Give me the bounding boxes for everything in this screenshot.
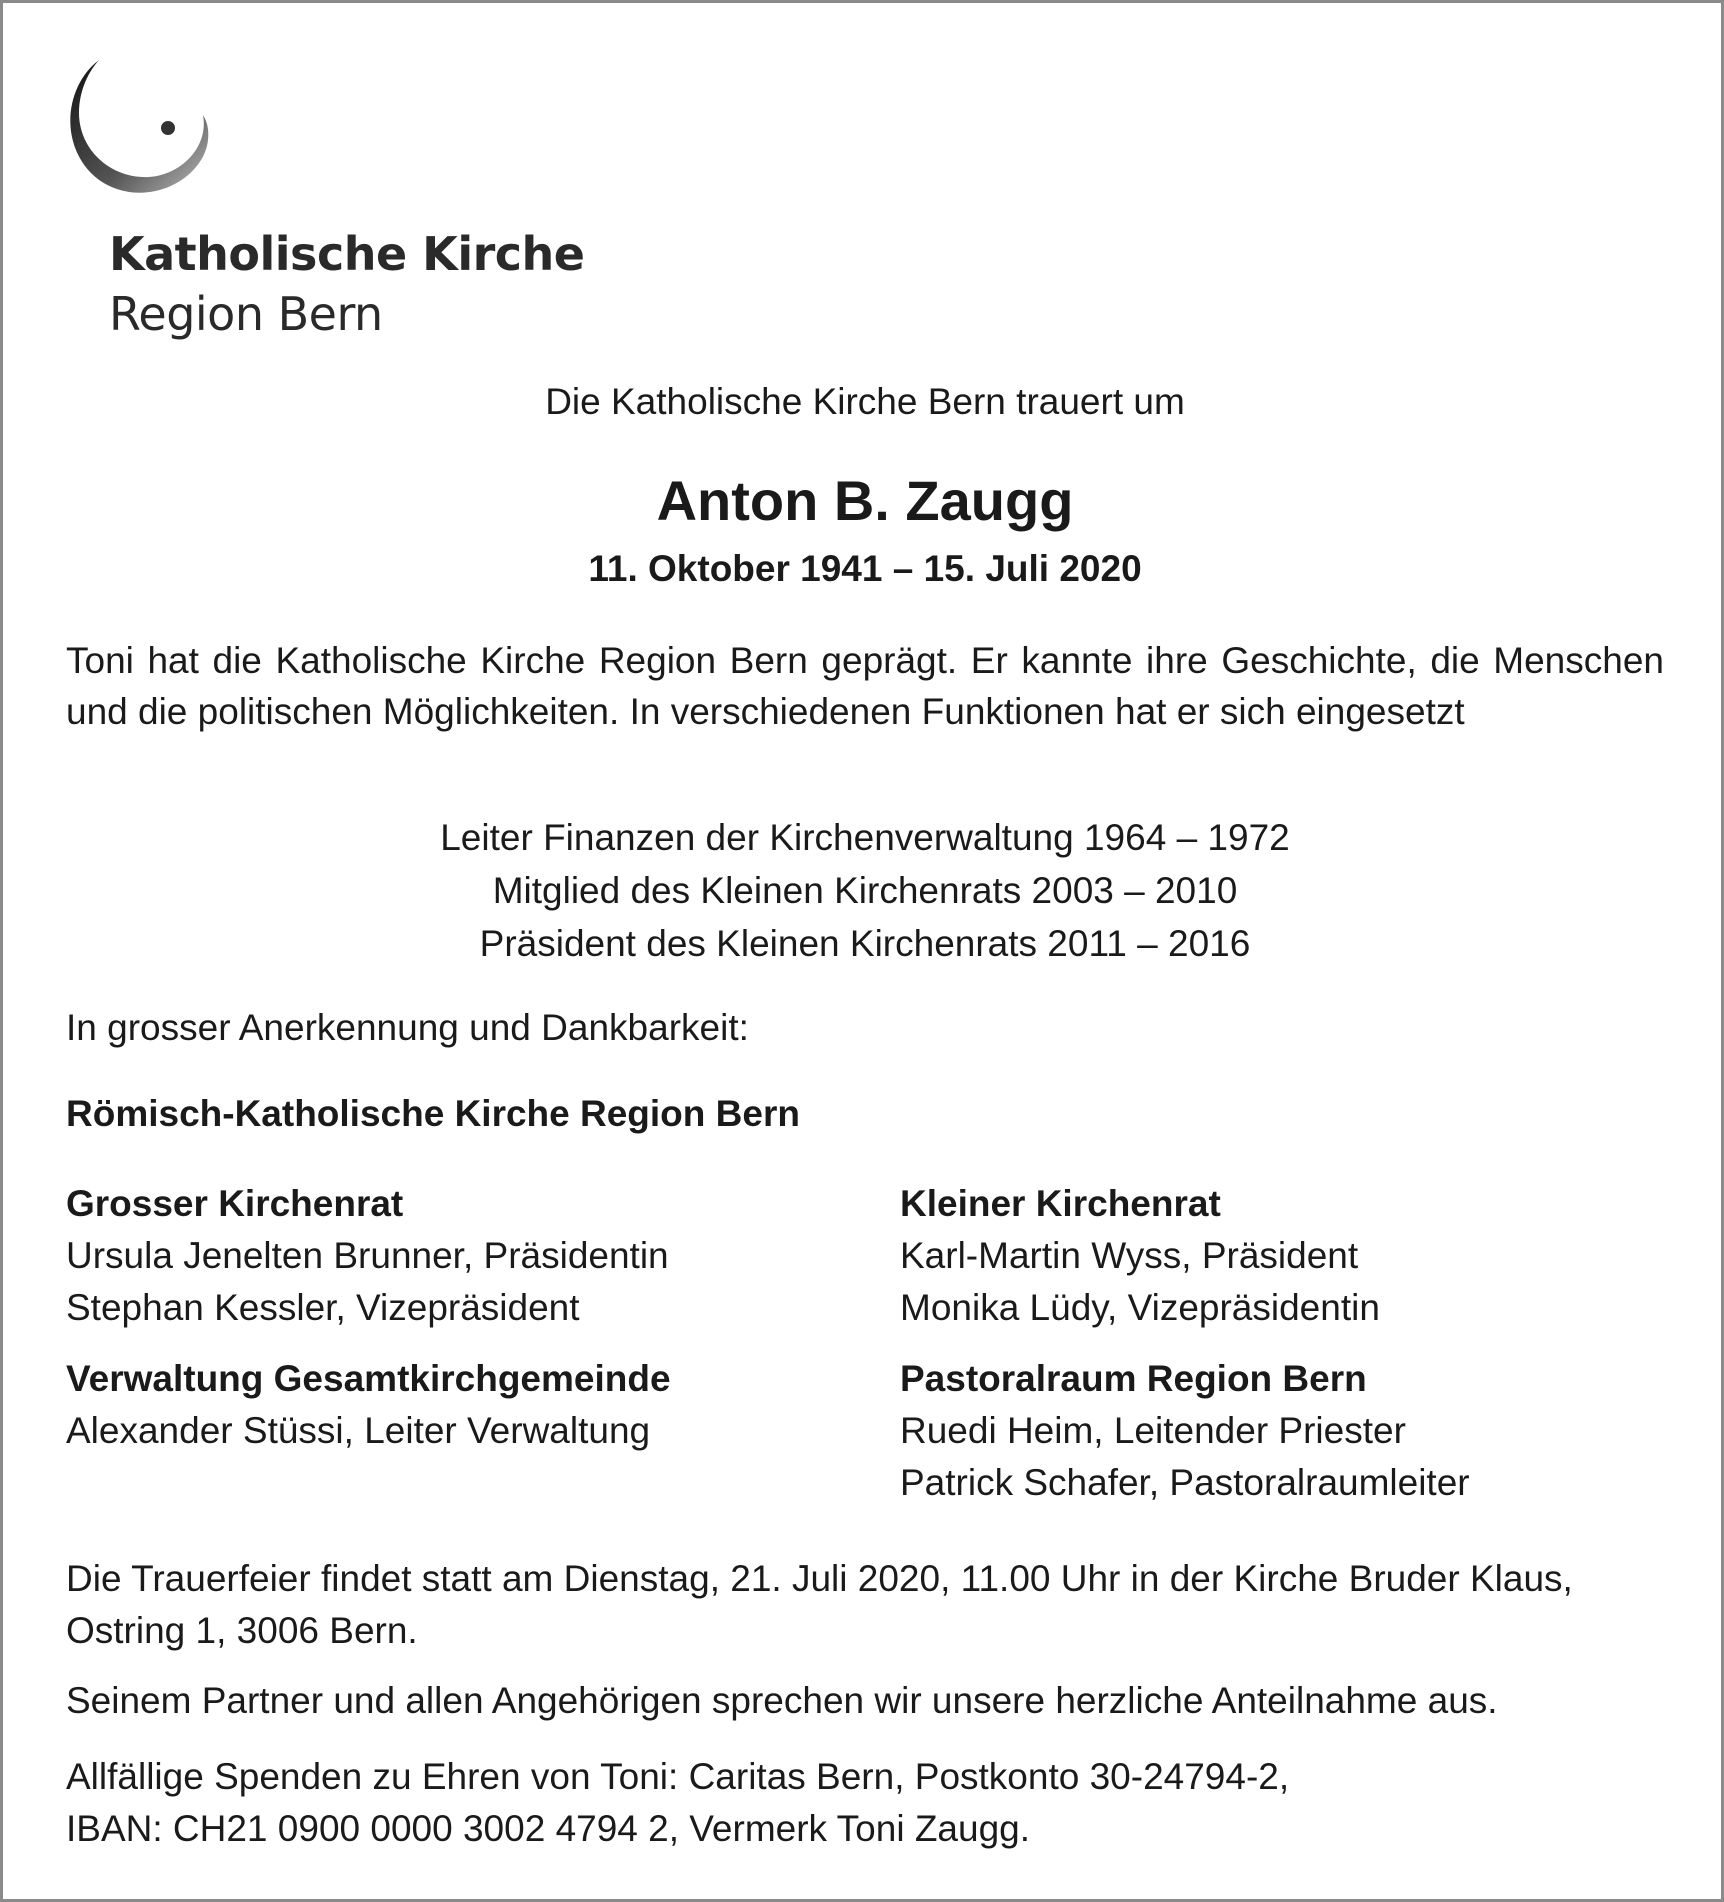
group-member: Ursula Jenelten Brunner, Präsidentin bbox=[66, 1235, 669, 1276]
group-member: Ruedi Heim, Leitender Priester bbox=[900, 1410, 1406, 1451]
crescent-logo-icon bbox=[61, 55, 221, 205]
intro-line: Die Katholische Kirche Bern trauert um bbox=[545, 381, 1185, 422]
tribute-paragraph: Toni hat die Katholische Kirche Region Bern geprägt. Er kannte ihre Geschichte, die Menschen und die politischen Möglichkeiten. In verschiedenen Funktionen hat er sich eingesetzt bbox=[66, 640, 1664, 732]
church-logo bbox=[61, 55, 621, 355]
donation-info bbox=[66, 1751, 1664, 1855]
group-member: Karl-Martin Wyss, Präsident bbox=[900, 1235, 1359, 1276]
group-member: Stephan Kessler, Vizepräsident bbox=[66, 1287, 580, 1328]
group-heading: Grosser Kirchenrat bbox=[66, 1183, 404, 1224]
group-member: Patrick Schafer, Pastoralraumleiter bbox=[900, 1462, 1470, 1503]
logo-subtitle: Region Bern bbox=[109, 287, 383, 341]
group-heading: Pastoralraum Region Bern bbox=[900, 1358, 1367, 1399]
role-item: Leiter Finanzen der Kirchenverwaltung 1964 – 1972 bbox=[440, 817, 1290, 858]
group-heading: Verwaltung Gesamtkirchgemeinde bbox=[66, 1358, 671, 1399]
donation-line: Allfällige Spenden zu Ehren von Toni: Caritas Bern, Postkonto 30-24794-2, bbox=[66, 1756, 1290, 1797]
group-pastoralraum bbox=[900, 1353, 1470, 1509]
deceased-name: Anton B. Zaugg bbox=[656, 469, 1074, 532]
roles-list bbox=[3, 811, 1724, 970]
thanks-line: In grosser Anerkennung und Dankbarkeit: bbox=[66, 1007, 749, 1048]
donation-iban-line: IBAN: CH21 0900 0000 3002 4794 2, Vermerk Toni Zaugg. bbox=[66, 1808, 1031, 1849]
funeral-info: Die Trauerfeier findet statt am Dienstag, 21. Juli 2020, 11.00 Uhr in der Kirche Bruder Klaus, Ostring 1, 3006 Bern. bbox=[66, 1558, 1573, 1651]
condolence-line: Seinem Partner und allen Angehörigen sprechen wir unsere herzliche Anteilnahme aus. bbox=[66, 1680, 1498, 1721]
group-kleiner-kirchenrat bbox=[900, 1178, 1380, 1334]
group-grosser-kirchenrat bbox=[66, 1178, 669, 1334]
role-item: Mitglied des Kleinen Kirchenrats 2003 – 2010 bbox=[492, 870, 1238, 911]
group-member: Monika Lüdy, Vizepräsidentin bbox=[900, 1287, 1380, 1328]
group-verwaltung bbox=[66, 1353, 671, 1457]
life-dates: 11. Oktober 1941 – 15. Juli 2020 bbox=[588, 548, 1142, 589]
role-item: Präsident des Kleinen Kirchenrats 2011 – 2016 bbox=[479, 923, 1251, 964]
group-member: Alexander Stüssi, Leiter Verwaltung bbox=[66, 1410, 651, 1451]
organization-heading: Römisch-Katholische Kirche Region Bern bbox=[66, 1093, 800, 1134]
group-heading: Kleiner Kirchenrat bbox=[900, 1183, 1221, 1224]
logo-title: Katholische Kirche bbox=[109, 227, 585, 281]
